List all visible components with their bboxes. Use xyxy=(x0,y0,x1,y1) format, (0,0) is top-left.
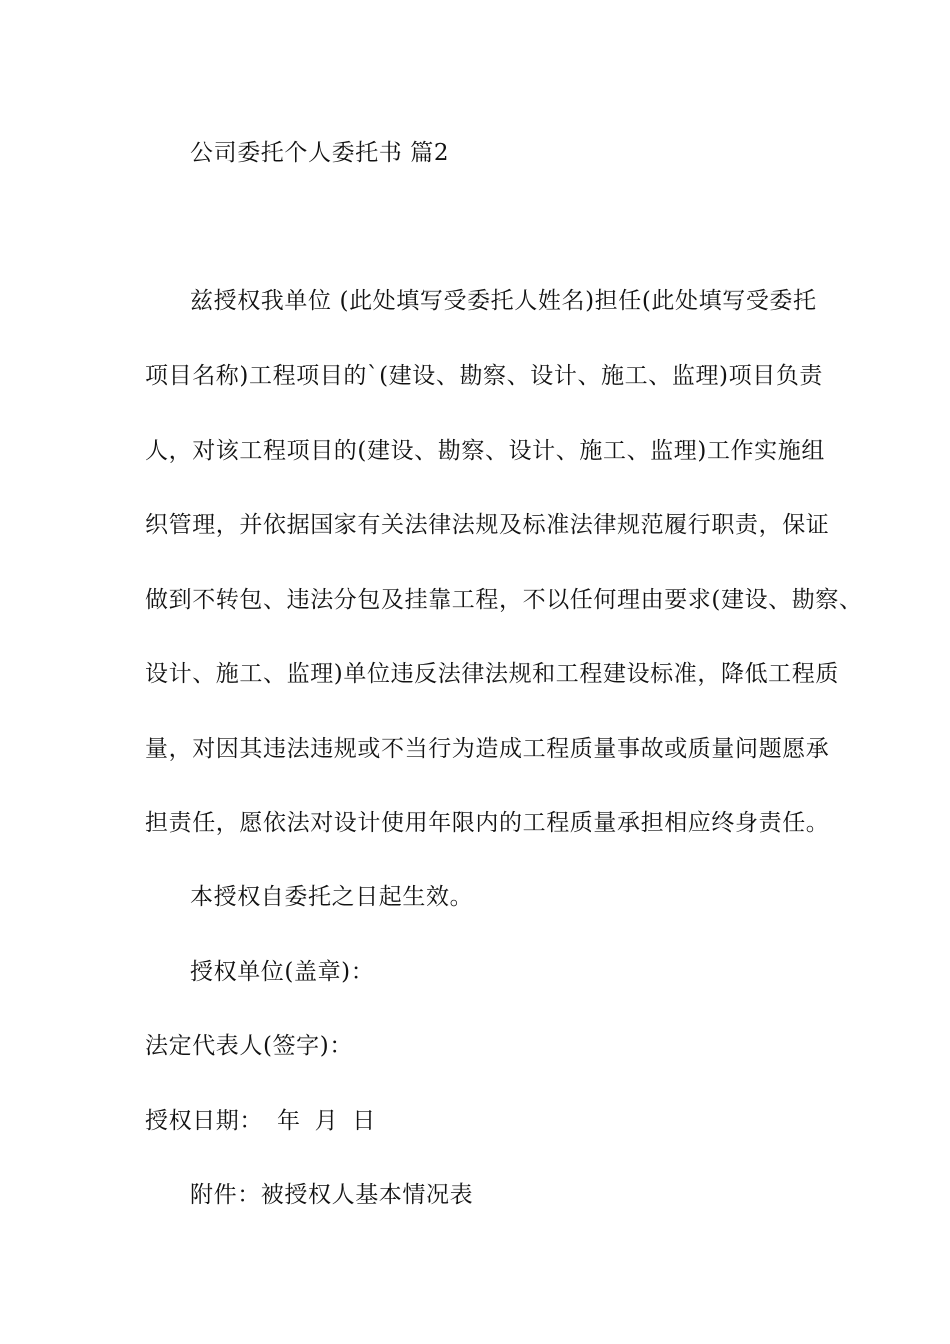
date-label: 授权日期： xyxy=(145,1108,263,1134)
body-line-4: 织管理，并依据国家有关法律法规及标准法律规范履行职责，保证 xyxy=(145,512,830,538)
body-line-1: 兹授权我单位 (此处填写受委托人姓名)担任(此处填写受委托 xyxy=(190,288,817,314)
document-title: 公司委托个人委托书 篇2 xyxy=(190,140,450,166)
body-line-2: 项目名称)工程项目的`(建设、勘察、设计、施工、监理)项目负责 xyxy=(145,363,824,389)
body-line-7: 量，对因其违法违规或不当行为造成工程质量事故或质量问题愿承 xyxy=(145,736,830,762)
date-day: 日 xyxy=(352,1108,376,1134)
body-line-5: 做到不转包、违法分包及挂靠工程，不以任何理由要求(建设、勘察、 xyxy=(145,587,863,613)
body-line-8: 担责任，愿依法对设计使用年限内的工程质量承担相应终身责任。 xyxy=(145,810,830,836)
body-line-3: 人，对该工程项目的(建设、勘察、设计、施工、监理)工作实施组 xyxy=(145,438,825,464)
legal-representative-label: 法定代表人(签字)： xyxy=(145,1033,353,1059)
attachment-note: 附件：被授权人基本情况表 xyxy=(190,1182,474,1208)
date-year: 年 xyxy=(277,1108,301,1134)
body-line-6: 设计、施工、监理)单位违反法律法规和工程建设标准，降低工程质 xyxy=(145,661,839,687)
authorization-date xyxy=(145,1106,376,1136)
date-month: 月 xyxy=(314,1108,339,1134)
effective-statement: 本授权自委托之日起生效。 xyxy=(190,884,474,910)
authorizing-unit-label: 授权单位(盖章)： xyxy=(190,959,375,985)
